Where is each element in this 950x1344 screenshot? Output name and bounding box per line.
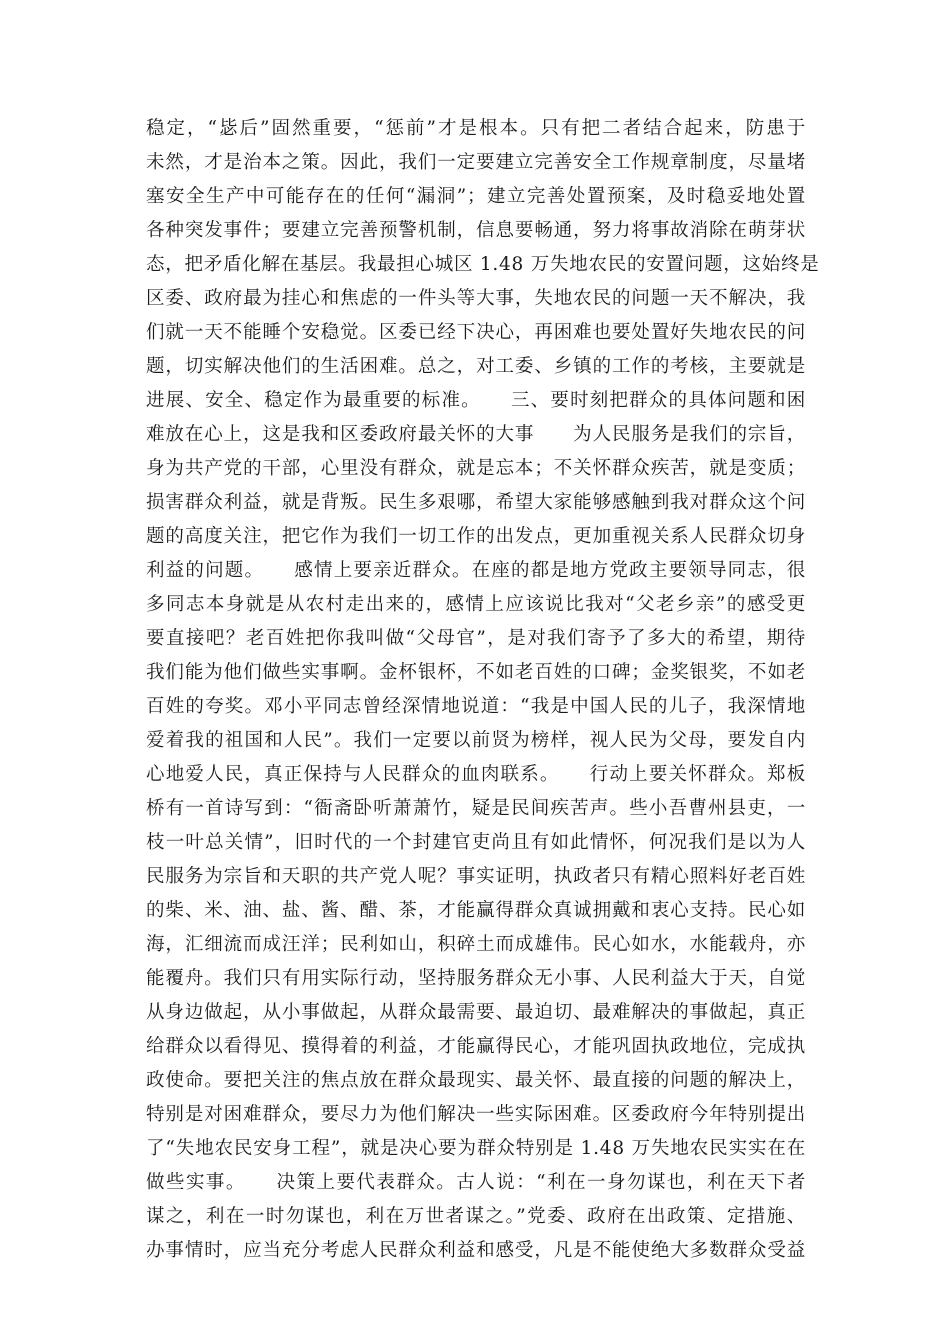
text-line: 题的高度关注，把它作为我们一切工作的出发点，更加重视关系人民群众切身 [146, 526, 806, 547]
text-line: 能覆舟。我们只有用实际行动，坚持服务群众无小事、人民利益大于天，自觉 [146, 968, 806, 989]
text-line: 塞安全生产中可能存在的任何“漏洞”；建立完善处置预案，及时稳妥地处置 [146, 186, 806, 207]
text-line: 身为共产党的干部，心里没有群众，就是忘本；不关怀群众疾苦，就是变质； [146, 458, 806, 479]
text-line: 做些实事。 决策上要代表群众。古人说：“利在一身勿谋也，利在天下者 [146, 1172, 806, 1193]
text-line: 多同志本身就是从农村走出来的，感情上应该说比我对“父老乡亲”的感受更 [146, 594, 806, 615]
text-line: 谋之，利在一时勿谋也，利在万世者谋之。”党委、政府在出政策、定措施、 [146, 1206, 806, 1227]
text-line: 我们能为他们做些实事啊。金杯银杯，不如老百姓的口碑；金奖银奖，不如老 [146, 662, 806, 683]
text-line: 桥有一首诗写到：“衙斋卧听萧萧竹，疑是民间疾苦声。些小吾曹州县吏，一 [146, 798, 806, 819]
text-line: 未然，才是治本之策。因此，我们一定要建立完善安全工作规章制度，尽量堵 [146, 152, 806, 173]
text-line: 题，切实解决他们的生活困难。总之，对工委、乡镇的工作的考核，主要就是 [146, 356, 806, 377]
text-line: 损害群众利益，就是背叛。民生多艰哪，希望大家能够感触到我对群众这个问 [146, 492, 806, 513]
text-line: 稳定，“毖后”固然重要，“惩前”才是根本。只有把二者结合起来，防患于 [146, 118, 806, 139]
text-line: 办事情时，应当充分考虑人民群众利益和感受，凡是不能使绝大多数群众受益 [146, 1240, 806, 1261]
text-line: 们就一天不能睡个安稳觉。区委已经下决心，再困难也要处置好失地农民的问 [146, 322, 806, 343]
text-line: 心地爱人民，真正保持与人民群众的血肉联系。 行动上要关怀群众。郑板 [146, 764, 806, 785]
text-line: 百姓的夸奖。邓小平同志曾经深情地说道：“我是中国人民的儿子，我深情地 [146, 696, 806, 717]
text-line: 的柴、米、油、盐、酱、醋、茶，才能赢得群众真诚拥戴和衷心支持。民心如 [146, 900, 806, 921]
text-line: 政使命。要把关注的焦点放在群众最现实、最关怀、最直接的问题的解决上， [146, 1070, 806, 1091]
text-line: 难放在心上，这是我和区委政府最关怀的大事 为人民服务是我们的宗旨， [146, 424, 806, 445]
text-line: 态，把矛盾化解在基层。我最担心城区 1.48 万失地农民的安置问题，这始终是 [146, 254, 820, 275]
text-line: 进展、安全、稳定作为最重要的标准。 三、要时刻把群众的具体问题和困 [146, 390, 806, 411]
text-line: 了“失地农民安身工程”，就是决心要为群众特别是 1.48 万失地农民实实在在 [146, 1138, 806, 1159]
text-line: 要直接吧？老百姓把你我叫做“父母官”，是对我们寄予了多大的希望，期待 [146, 628, 806, 649]
text-line: 区委、政府最为挂心和焦虑的一件头等大事，失地农民的问题一天不解决，我 [146, 288, 806, 309]
text-line: 枝一叶总关情”，旧时代的一个封建官吏尚且有如此情怀，何况我们是以为人 [146, 832, 806, 853]
text-line: 利益的问题。 感情上要亲近群众。在座的都是地方党政主要领导同志，很 [146, 560, 806, 581]
text-line: 各种突发事件；要建立完善预警机制，信息要畅通，努力将事故消除在萌芽状 [146, 220, 806, 241]
text-line: 从身边做起，从小事做起，从群众最需要、最迫切、最难解决的事做起，真正 [146, 1002, 806, 1023]
text-line: 海，汇细流而成汪洋；民利如山，积碎土而成雄伟。民心如水，水能载舟，亦 [146, 934, 806, 955]
text-line: 民服务为宗旨和天职的共产党人呢？事实证明，执政者只有精心照料好老百姓 [146, 866, 806, 887]
text-line: 给群众以看得见、摸得着的利益，才能赢得民心，才能巩固执政地位，完成执 [146, 1036, 806, 1057]
text-line: 特别是对困难群众，要尽力为他们解决一些实际困难。区委政府今年特别提出 [146, 1104, 806, 1125]
text-line: 爱着我的祖国和人民”。我们一定要以前贤为榜样，视人民为父母，要发自内 [146, 730, 806, 751]
